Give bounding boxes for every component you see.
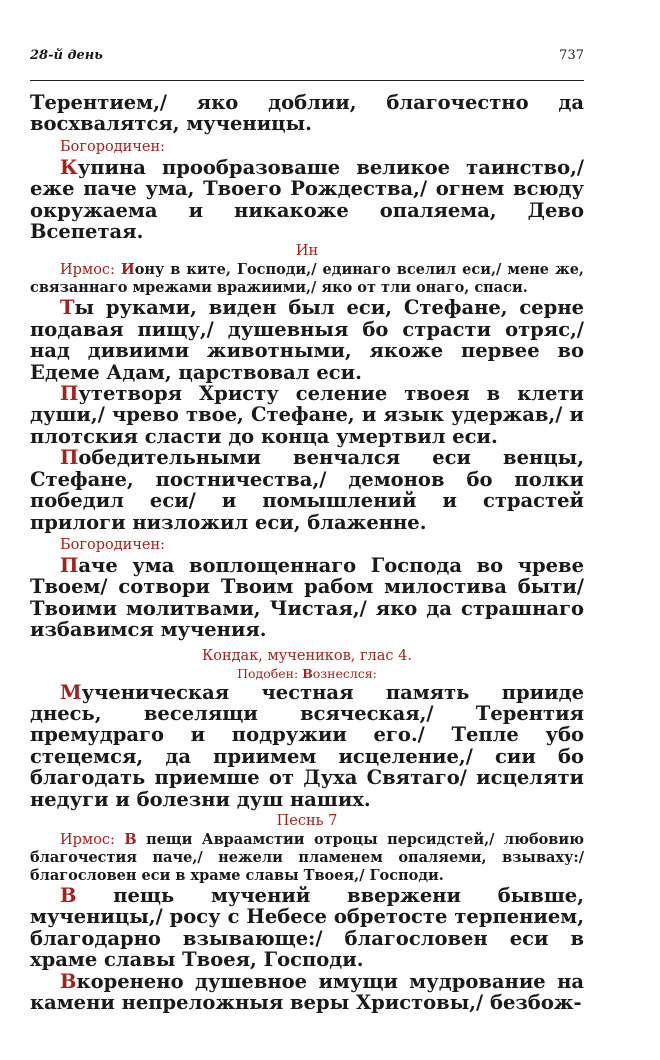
running-header-day: 28-й день xyxy=(30,48,103,63)
troparion xyxy=(30,383,584,447)
initial-letter: В xyxy=(60,883,77,907)
troparion xyxy=(30,447,584,533)
troparion xyxy=(30,297,584,383)
podoben-label: Подобен: xyxy=(237,665,303,681)
verse-text: упина прообразоваше великое таинство,/ еже паче ума, Твоего Рождества,/ огнем всюду окружаема и никакоже опаляема, Дево Всепетая. xyxy=(30,155,584,244)
header-rule xyxy=(30,80,584,81)
initial-letter: П xyxy=(60,446,79,470)
page-body xyxy=(30,92,584,1013)
initial-letter: П xyxy=(60,382,79,406)
initial-letter: П xyxy=(60,553,79,577)
irmos-label: Ирмос: xyxy=(60,262,115,279)
verse-text: коренено душевное имущи мудрование на камени непреложныя веры Христовы,/ безбож- xyxy=(30,969,584,1014)
initial-letter: Т xyxy=(60,296,75,320)
verse-text: обедительными венчался еси венцы, Стефане, постничества,/ демонов бо полки победил еси/ и помышлений и страстей прилоги низложил еси, блаженне. xyxy=(30,446,584,534)
irmos-text: ону в ките, Господи,/ единаго вселил еси,/ мене же, связаннаго мрежами вражиими,/ яко от тли онаго, спаси. xyxy=(30,261,584,297)
verse-continuation: Терентием,/ яко доблии, благочестно да восхвалятся, мученицы. xyxy=(30,91,584,136)
initial-letter: В xyxy=(60,969,77,993)
verse-text: ученическая честная память приидe днесь, веселящи всяческая,/ Терентия премудраго и подружии его./ Тепле убо стецемся, да приимем исцеление,/ сии бо благодать приемше от Духа Святаго/ исцеляти недуги и болезни душ наших. xyxy=(30,680,584,811)
initial-letter: В xyxy=(302,665,313,681)
podoben-rest: ознеслся: xyxy=(312,665,377,681)
heading-kondak: Кондак, мучеников, глас 4. xyxy=(202,647,412,664)
initial-letter: В xyxy=(124,830,137,848)
verse-text: пещь мучений ввержени бывше, мученицы,/ росу с Небесе обретосте терпением, благодарно взывающе:/ благословен еси в храме славы Твоея, Господи. xyxy=(30,883,584,972)
initial-letter: М xyxy=(60,680,82,704)
rubric-bogorodichen: Богородичен: xyxy=(60,138,166,155)
verse-text: аче ума воплощеннаго Господа во чреве Твоем/ сотвори Твоим рабом милостива быти/ Твоими молитвами, Чистая,/ яко да страшнаго избавимся мучения. xyxy=(30,553,584,642)
rubric-bogorodichen: Богородичен: xyxy=(60,536,166,553)
page-number: 737 xyxy=(559,48,584,63)
heading-in: Ин xyxy=(295,243,319,260)
initial-letter: К xyxy=(60,155,78,179)
troparion xyxy=(30,971,584,1014)
troparion xyxy=(30,885,584,971)
heading-pesn: Песнь 7 xyxy=(276,812,338,829)
verse-bogorodichen xyxy=(30,555,584,641)
irmos-text: пещи Авраамстии отроцы персидстей,/ любовию благочестия паче,/ нежели пламенем опаляеми, взываху:/ благословен еси в храме славы Твоея,/ Господи. xyxy=(30,830,584,884)
verse-bogorodichen xyxy=(30,157,584,243)
kondak-text xyxy=(30,682,584,810)
irmos-label: Ирмос: xyxy=(60,831,115,848)
irmos xyxy=(30,261,584,297)
irmos xyxy=(30,831,584,885)
podoben-line xyxy=(30,666,584,682)
verse-text: ы руками, виден был еси, Стефане, серне подавая пищу,/ душевныя бо страсти отряс,/ над дивиими животными, якоже первее во Едеме Адам, царствовал еси. xyxy=(30,296,584,384)
verse-text: утетворя Христу селение твоея в клети души,/ чрево твое, Стефане, и язык удержав,/ и плотския сласти до конца умертвил еси. xyxy=(30,382,584,448)
initial-letter: И xyxy=(121,261,135,279)
